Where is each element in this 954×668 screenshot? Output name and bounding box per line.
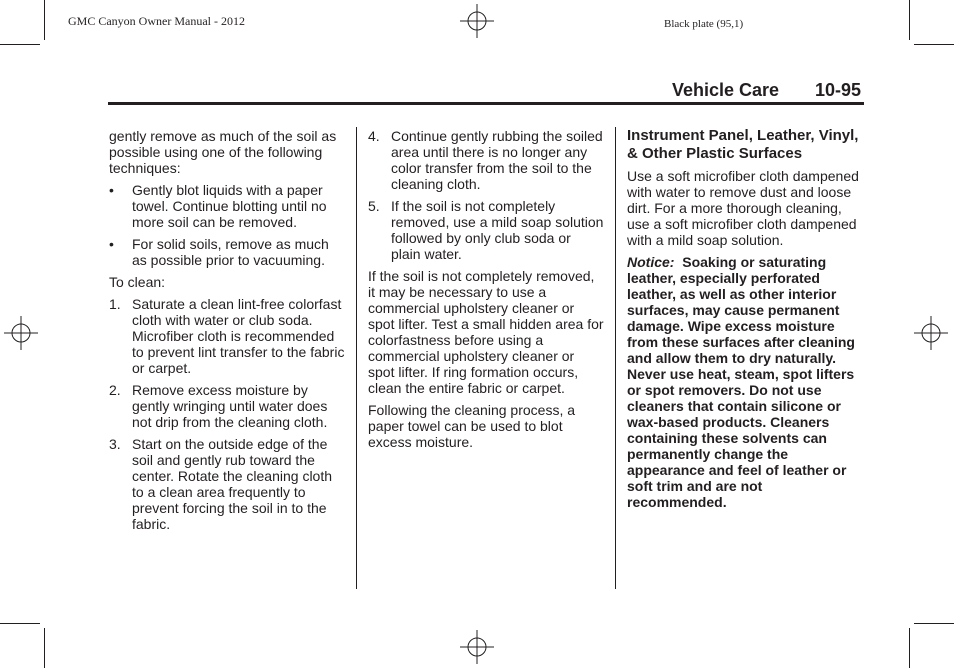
- column-3: [627, 127, 865, 516]
- list-item: [368, 128, 604, 192]
- plate-label: Black plate (95,1): [664, 18, 744, 30]
- notice-paragraph: [627, 254, 865, 510]
- list-item-text: If the soil is not completely removed, use a mild soap solution followed by only club soda or plain water.: [391, 198, 604, 262]
- notice-text: Soaking or saturating leather, especially perforated leather, as well as other interior surfaces, may cause permanent damage. Wipe excess moisture from these surfaces after cleaning and allow them to dry naturally. Never use heat, steam, spot lifters or spot removers. Do not use cleaners that contain silicone or wax-based products. Cleaners containing these solvents can permanently change the appearance and feel of leather or soft trim and are not recommended.: [627, 254, 855, 510]
- step-number: 5.: [368, 198, 380, 214]
- list-item: [368, 198, 604, 262]
- list-item: [109, 436, 345, 532]
- step-number: 1.: [109, 296, 121, 312]
- column-divider: [356, 127, 357, 589]
- manual-title: GMC Canyon Owner Manual - 2012: [68, 14, 245, 28]
- list-item: [109, 182, 345, 230]
- bullet-icon: •: [109, 182, 114, 198]
- crop-mark: [914, 44, 954, 45]
- list-item-text: Saturate a clean lint-free colorfast cloth with water or club soda. Microfiber cloth is recommended to prevent lint transfer to the fabric or carpet.: [132, 296, 345, 376]
- section-heading: Instrument Panel, Leather, Vinyl, & Other Plastic Surfaces: [627, 127, 859, 162]
- bullet-icon: •: [109, 236, 114, 252]
- step-number: 4.: [368, 128, 380, 144]
- list-item: [109, 382, 345, 430]
- to-clean-label: To clean:: [109, 274, 166, 290]
- step-number: 2.: [109, 382, 121, 398]
- list-item-text: Gently blot liquids with a paper towel. Continue blotting until no more soil can be removed.: [132, 182, 327, 230]
- list-item-text: Continue gently rubbing the soiled area until there is no longer any color transfer from the soil to the cleaning cloth.: [391, 128, 603, 192]
- notice-label: Notice:: [627, 254, 675, 270]
- body-paragraph: Use a soft microfiber cloth dampened with water to remove dust and loose dirt. For a more thorough cleaning, use a soft microfiber cloth dampened with a mild soap solution.: [627, 168, 859, 248]
- list-item-text: Remove excess moisture by gently wringing until water does not drip from the cleaning cloth.: [132, 382, 328, 430]
- column-1: [109, 128, 345, 538]
- section-title: Vehicle Care: [672, 80, 780, 100]
- intro-paragraph: gently remove as much of the soil as possible using one of the following techniques:: [109, 128, 337, 176]
- crop-mark: [44, 628, 45, 668]
- header-rule: [108, 102, 864, 105]
- list-item-text: Start on the outside edge of the soil and gently rub toward the center. Rotate the cleaning cloth to a clean area frequently to prevent forcing the soil in to the fabric.: [132, 436, 333, 532]
- page-number: 10-95: [815, 80, 862, 100]
- crop-mark: [909, 628, 910, 668]
- step-number: 3.: [109, 436, 121, 452]
- crop-mark: [0, 623, 40, 624]
- registration-mark-icon: [460, 4, 494, 38]
- list-item: [109, 296, 345, 376]
- list-item-text: For solid soils, remove as much as possible prior to vacuuming.: [132, 236, 329, 268]
- registration-mark-icon: [914, 316, 948, 350]
- registration-mark-icon: [460, 630, 494, 664]
- crop-mark: [0, 44, 40, 45]
- crop-mark: [914, 623, 954, 624]
- body-paragraph: Following the cleaning process, a paper towel can be used to blot excess moisture.: [368, 402, 576, 450]
- crop-mark: [44, 0, 45, 40]
- column-2: [368, 128, 604, 456]
- list-item: [109, 236, 345, 268]
- registration-mark-icon: [4, 316, 38, 350]
- body-paragraph: If the soil is not completely removed, it may be necessary to use a commercial upholstery cleaner or spot lifter. Test a small hidden area for colorfastness before using a commercial upholstery cleaner or spot lifter. If ring formation occurs, clean the entire fabric or carpet.: [368, 268, 604, 396]
- column-divider: [615, 127, 616, 589]
- crop-mark: [909, 0, 910, 40]
